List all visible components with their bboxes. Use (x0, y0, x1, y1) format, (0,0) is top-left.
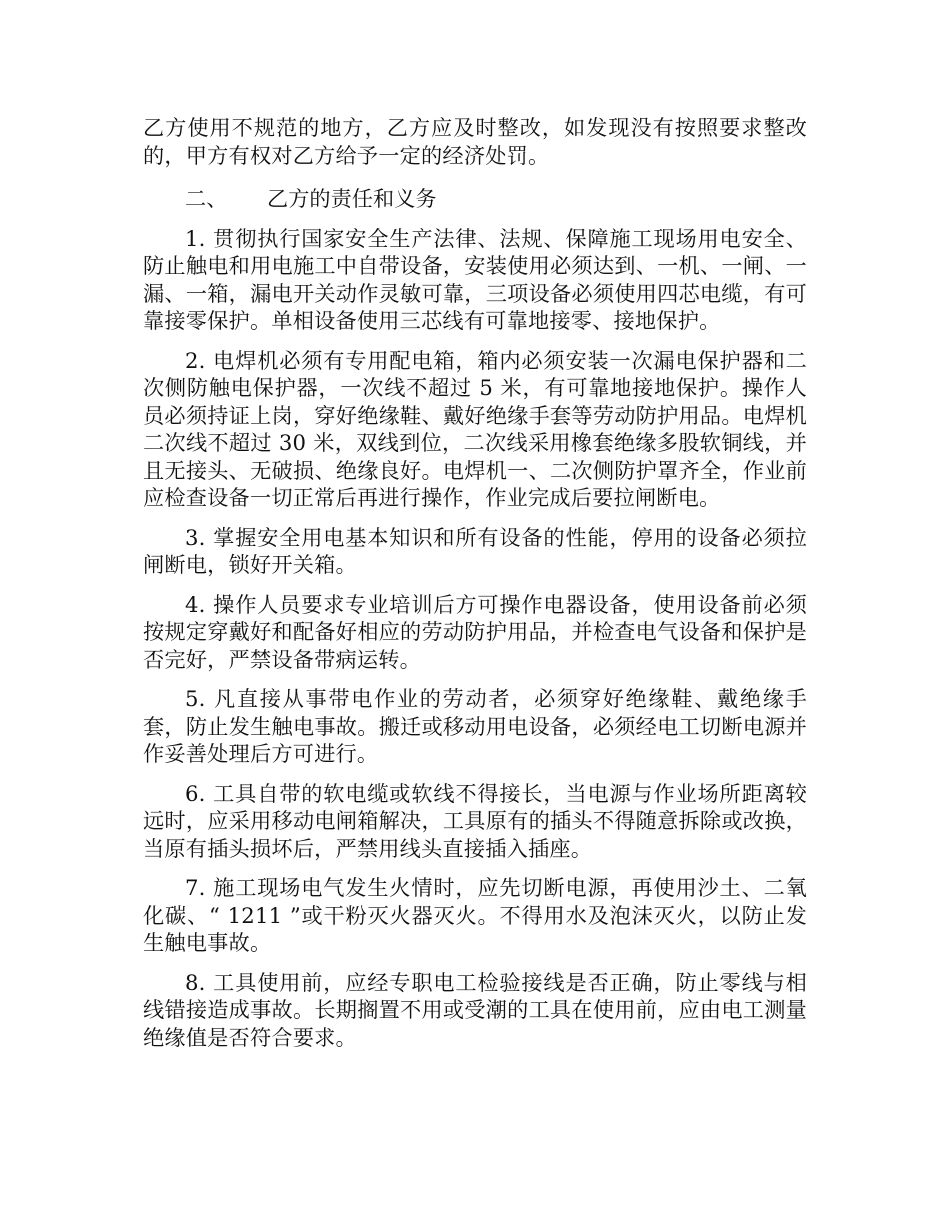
clause-4: 4. 操作人员要求专业培训后方可操作电器设备，使用设备前必须按规定穿戴好和配备好相应的劳动防护用品，并检查电气设备和保护是否完好，严禁设备带病运转。 (143, 591, 807, 672)
clause-2: 2. 电焊机必须有专用配电箱，箱内必须安装一次漏电保护器和二次侧防触电保护器，一次线不超过 5 米，有可靠地接地保护。操作人员必须持证上岗，穿好绝缘鞋、戴好绝缘手套等劳动防护用品。电焊机二次线不超过 30 米，双线到位，二次线采用橡套绝缘多股软铜线，并且无接头、无破损、绝缘良好。电焊机一、二次侧防护罩齐全，作业前应检查设备一切正常后再进行操作，作业完成后要拉闸断电。 (143, 347, 807, 510)
section-number: 二、 (185, 186, 228, 211)
clause-3: 3. 掌握安全用电基本知识和所有设备的性能，停用的设备必须拉闸断电，锁好开关箱。 (143, 524, 807, 577)
continuation-paragraph: 乙方使用不规范的地方，乙方应及时整改，如发现没有按照要求整改的，甲方有权对乙方给予一定的经济处罚。 (143, 115, 807, 168)
section-heading (143, 185, 807, 213)
clause-6: 6. 工具自带的软电缆或软线不得接长，当电源与作业场所距离较远时，应采用移动电闸箱解决，工具原有的插头不得随意拆除或改换，当原有插头损坏后，严禁用线头直接插入插座。 (143, 780, 807, 861)
document-body (143, 114, 807, 1051)
clause-8: 8. 工具使用前，应经专职电工检验接线是否正确，防止零线与相线错接造成事故。长期搁置不用或受潮的工具在使用前，应由电工测量绝缘值是否符合要求。 (143, 969, 807, 1050)
section-title: 乙方的责任和义务 (267, 186, 437, 211)
clause-5: 5. 凡直接从事带电作业的劳动者，必须穿好绝缘鞋、戴绝缘手套，防止发生触电事故。搬迁或移动用电设备，必须经电工切断电源并作妥善处理后方可进行。 (143, 686, 807, 766)
clause-7: 7. 施工现场电气发生火情时，应先切断电源，再使用沙土、二氧化碳、“ 1211 ”或干粉灭火器灭火。不得用水及泡沫灭火，以防止发生触电事故。 (143, 875, 807, 955)
clause-1: 1. 贯彻执行国家安全生产法律、法规、保障施工现场用电安全、防止触电和用电施工中自带设备，安装使用必须达到、一机、一闸、一漏、一箱，漏电开关动作灵敏可靠，三项设备必须使用四芯电缆，有可靠接零保护。单相设备使用三芯线有可靠地接零、接地保护。 (143, 225, 807, 333)
